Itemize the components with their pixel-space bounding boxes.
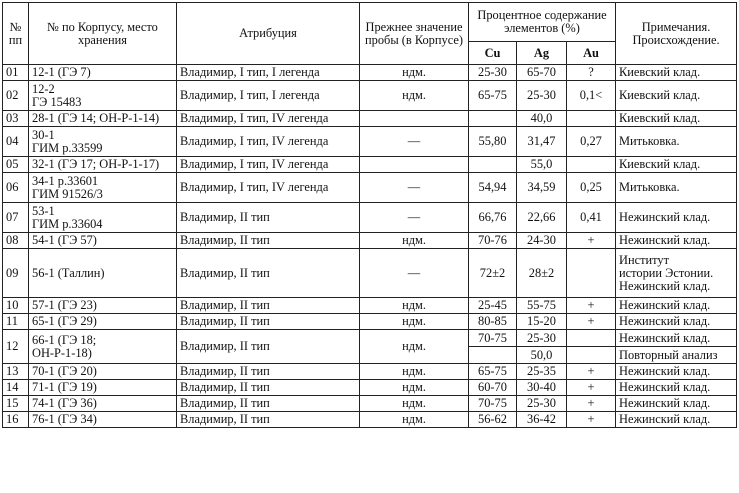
cell-num: 07 [3, 203, 29, 233]
cell-corpus: 28-1 (ГЭ 14; ОН-Р-1-14) [29, 111, 177, 127]
cell-ag: 28±2 [517, 249, 567, 298]
cell-corpus: 66-1 (ГЭ 18; ОН-Р-1-18) [29, 330, 177, 364]
cell-prev-value: ндм. [360, 380, 469, 396]
cell-ag: 50,0 [517, 347, 567, 364]
cell-prev-value: — [360, 203, 469, 233]
cell-note: Нежинский клад. [616, 364, 737, 380]
cell-prev-value: ндм. [360, 81, 469, 111]
cell-au: + [567, 380, 616, 396]
table-row [3, 249, 737, 298]
cell-cu: 60-70 [469, 380, 517, 396]
cell-note: Нежинский клад. [616, 330, 737, 347]
cell-num: 06 [3, 173, 29, 203]
cell-num: 01 [3, 65, 29, 81]
analysis-table [2, 2, 737, 428]
cell-num: 02 [3, 81, 29, 111]
table-row [3, 127, 737, 157]
cell-au: 0,1< [567, 81, 616, 111]
cell-corpus: 57-1 (ГЭ 23) [29, 298, 177, 314]
cell-prev-value: ндм. [360, 65, 469, 81]
cell-attribution: Владимир, II тип [177, 330, 360, 364]
cell-cu: 65-75 [469, 81, 517, 111]
cell-num: 09 [3, 249, 29, 298]
table-row [3, 314, 737, 330]
cell-ag: 36-42 [517, 412, 567, 428]
cell-cu: 56-62 [469, 412, 517, 428]
cell-au [567, 347, 616, 364]
cell-corpus: 65-1 (ГЭ 29) [29, 314, 177, 330]
table-row [3, 173, 737, 203]
cell-ag: 34,59 [517, 173, 567, 203]
cell-attribution: Владимир, I тип, IV легенда [177, 157, 360, 173]
table-row [3, 81, 737, 111]
cell-cu: 55,80 [469, 127, 517, 157]
cell-cu: 70-76 [469, 233, 517, 249]
cell-num: 13 [3, 364, 29, 380]
cell-attribution: Владимир, II тип [177, 396, 360, 412]
cell-cu: 54,94 [469, 173, 517, 203]
cell-note: Нежинский клад. [616, 203, 737, 233]
cell-au: + [567, 298, 616, 314]
cell-attribution: Владимир, II тип [177, 364, 360, 380]
table-row [3, 111, 737, 127]
table-header [3, 3, 737, 65]
cell-prev-value: ндм. [360, 396, 469, 412]
cell-prev-value: ндм. [360, 330, 469, 364]
table-row [3, 203, 737, 233]
table-row [3, 330, 737, 347]
table-row [3, 396, 737, 412]
cell-ag: 30-40 [517, 380, 567, 396]
cell-prev-value [360, 157, 469, 173]
cell-au: + [567, 396, 616, 412]
cell-attribution: Владимир, I тип, I легенда [177, 65, 360, 81]
header-notes: Примечания. Происхождение. [616, 3, 737, 65]
cell-corpus: 34-1 р.33601 ГИМ 91526/3 [29, 173, 177, 203]
cell-ag: 55,0 [517, 157, 567, 173]
cell-ag: 31,47 [517, 127, 567, 157]
cell-note: Киевский клад. [616, 65, 737, 81]
cell-cu: 65-75 [469, 364, 517, 380]
cell-corpus: 32-1 (ГЭ 17; ОН-Р-1-17) [29, 157, 177, 173]
cell-note: Митьковка. [616, 127, 737, 157]
cell-au [567, 157, 616, 173]
cell-attribution: Владимир, I тип, I легенда [177, 81, 360, 111]
table-row [3, 298, 737, 314]
cell-attribution: Владимир, II тип [177, 314, 360, 330]
cell-prev-value: ндм. [360, 412, 469, 428]
cell-attribution: Владимир, I тип, IV легенда [177, 173, 360, 203]
cell-ag: 55-75 [517, 298, 567, 314]
header-corpus: № по Корпусу, место хранения [29, 3, 177, 65]
cell-cu: 70-75 [469, 330, 517, 347]
cell-corpus: 12-1 (ГЭ 7) [29, 65, 177, 81]
header-au: Au [567, 42, 616, 65]
cell-cu: 72±2 [469, 249, 517, 298]
cell-prev-value: — [360, 127, 469, 157]
header-num: № пп [3, 3, 29, 65]
cell-num: 10 [3, 298, 29, 314]
cell-ag: 25-35 [517, 364, 567, 380]
cell-cu: 25-45 [469, 298, 517, 314]
cell-au: + [567, 233, 616, 249]
cell-num: 03 [3, 111, 29, 127]
table-row [3, 412, 737, 428]
cell-attribution: Владимир, II тип [177, 412, 360, 428]
cell-ag: 40,0 [517, 111, 567, 127]
cell-au: 0,41 [567, 203, 616, 233]
cell-au: + [567, 314, 616, 330]
cell-num: 05 [3, 157, 29, 173]
cell-attribution: Владимир, I тип, IV легенда [177, 127, 360, 157]
cell-corpus: 76-1 (ГЭ 34) [29, 412, 177, 428]
cell-prev-value: ндм. [360, 298, 469, 314]
cell-ag: 15-20 [517, 314, 567, 330]
cell-cu [469, 157, 517, 173]
table-body [3, 65, 737, 428]
cell-prev-value: — [360, 173, 469, 203]
header-attribution: Атрибуция [177, 3, 360, 65]
cell-note: Нежинский клад. [616, 233, 737, 249]
header-prev-value: Прежнее значение пробы (в Корпусе) [360, 3, 469, 65]
header-percent: Процентное содержание элементов (%) [469, 3, 616, 42]
cell-num: 11 [3, 314, 29, 330]
cell-cu: 80-85 [469, 314, 517, 330]
cell-corpus: 53-1 ГИМ р.33604 [29, 203, 177, 233]
cell-cu: 70-75 [469, 396, 517, 412]
cell-prev-value: ндм. [360, 314, 469, 330]
cell-corpus: 30-1 ГИМ р.33599 [29, 127, 177, 157]
cell-ag: 65-70 [517, 65, 567, 81]
cell-note: Нежинский клад. [616, 396, 737, 412]
cell-ag: 25-30 [517, 81, 567, 111]
table-row [3, 233, 737, 249]
cell-ag: 25-30 [517, 330, 567, 347]
cell-cu: 25-30 [469, 65, 517, 81]
cell-ag: 25-30 [517, 396, 567, 412]
cell-note: Нежинский клад. [616, 412, 737, 428]
header-cu: Cu [469, 42, 517, 65]
cell-prev-value: ндм. [360, 364, 469, 380]
cell-au [567, 249, 616, 298]
cell-attribution: Владимир, II тип [177, 233, 360, 249]
cell-note: Институт истории Эстонии. Нежинский клад. [616, 249, 737, 298]
cell-num: 15 [3, 396, 29, 412]
cell-note: Нежинский клад. [616, 298, 737, 314]
cell-cu [469, 347, 517, 364]
cell-note: Повторный анализ [616, 347, 737, 364]
cell-note: Нежинский клад. [616, 314, 737, 330]
cell-note: Киевский клад. [616, 157, 737, 173]
cell-attribution: Владимир, II тип [177, 249, 360, 298]
cell-au: + [567, 364, 616, 380]
cell-au: 0,25 [567, 173, 616, 203]
table-row [3, 157, 737, 173]
cell-cu: 66,76 [469, 203, 517, 233]
cell-num: 08 [3, 233, 29, 249]
cell-ag: 24-30 [517, 233, 567, 249]
cell-corpus: 12-2 ГЭ 15483 [29, 81, 177, 111]
cell-note: Митьковка. [616, 173, 737, 203]
cell-au: ? [567, 65, 616, 81]
cell-note: Нежинский клад. [616, 380, 737, 396]
cell-corpus: 56-1 (Таллин) [29, 249, 177, 298]
cell-corpus: 71-1 (ГЭ 19) [29, 380, 177, 396]
cell-ag: 22,66 [517, 203, 567, 233]
cell-attribution: Владимир, II тип [177, 203, 360, 233]
cell-corpus: 74-1 (ГЭ 36) [29, 396, 177, 412]
cell-corpus: 54-1 (ГЭ 57) [29, 233, 177, 249]
cell-prev-value: — [360, 249, 469, 298]
table-row [3, 364, 737, 380]
table-row [3, 65, 737, 81]
table-row [3, 380, 737, 396]
cell-note: Киевский клад. [616, 111, 737, 127]
cell-au [567, 330, 616, 347]
header-ag: Ag [517, 42, 567, 65]
cell-au [567, 111, 616, 127]
cell-corpus: 70-1 (ГЭ 20) [29, 364, 177, 380]
cell-num: 12 [3, 330, 29, 364]
cell-prev-value [360, 111, 469, 127]
cell-attribution: Владимир, I тип, IV легенда [177, 111, 360, 127]
cell-cu [469, 111, 517, 127]
cell-num: 14 [3, 380, 29, 396]
cell-attribution: Владимир, II тип [177, 380, 360, 396]
cell-prev-value: ндм. [360, 233, 469, 249]
cell-au: + [567, 412, 616, 428]
cell-num: 04 [3, 127, 29, 157]
cell-note: Киевский клад. [616, 81, 737, 111]
cell-attribution: Владимир, II тип [177, 298, 360, 314]
cell-au: 0,27 [567, 127, 616, 157]
cell-num: 16 [3, 412, 29, 428]
